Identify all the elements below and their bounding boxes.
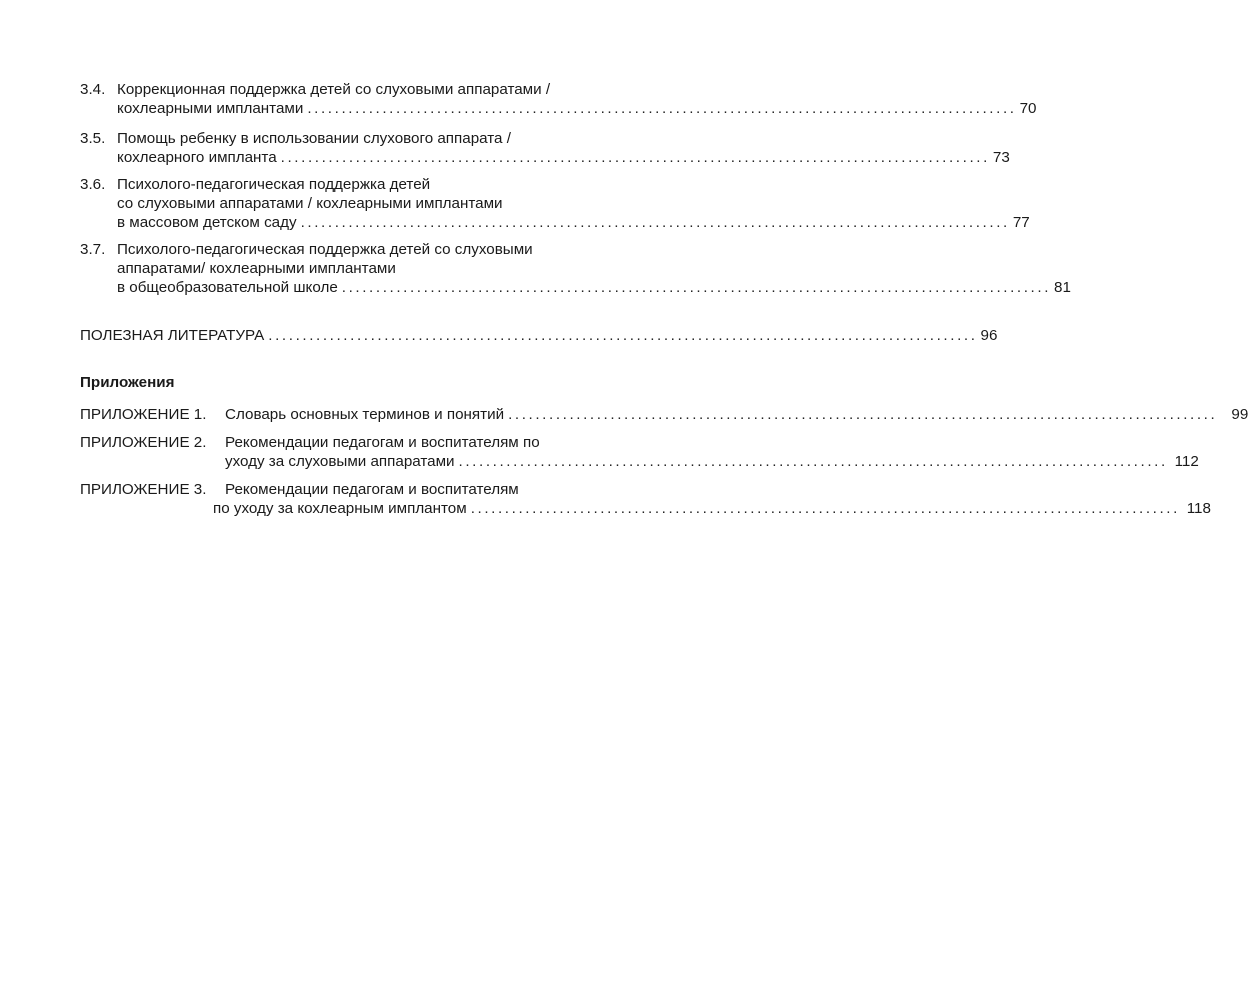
- toc-entry-number: 3.6.: [80, 176, 106, 193]
- toc-entry-title-line: в общеобразовательной школе: [117, 279, 338, 296]
- dot-leader: ........................................................................................................: [268, 327, 978, 344]
- toc-entry-3-6: [80, 175, 1030, 232]
- toc-entry-number: 3.4.: [80, 81, 106, 98]
- dot-leader: ........................................................................................................: [300, 214, 1010, 231]
- toc-entry-page: 96: [980, 327, 998, 344]
- toc-entry-3-5: [80, 129, 1010, 167]
- appendix-label: ПРИЛОЖЕНИЕ 1.: [80, 406, 207, 423]
- toc-entry-3-7: [80, 240, 1071, 297]
- toc-entry-page: 73: [992, 149, 1010, 166]
- toc-entry-appendix-3: [80, 480, 1211, 518]
- toc-entry-title-line: со слуховыми аппаратами / кохлеарными имплантами: [117, 195, 503, 212]
- appendix-label: ПРИЛОЖЕНИЕ 3.: [80, 481, 207, 498]
- toc-entry-page: 118: [1186, 500, 1211, 517]
- dot-leader: ........................................................................................................: [508, 406, 1218, 423]
- toc-entry-title-line: Рекомендации педагогам и воспитателям по: [225, 434, 540, 451]
- toc-entry-3-4: [80, 80, 1037, 118]
- toc-entry-title-line: Словарь основных терминов и понятий: [225, 406, 505, 423]
- dot-leader: ........................................................................................................: [341, 279, 1052, 296]
- toc-entry-title-line: кохлеарными имплантами: [117, 100, 304, 117]
- dot-leader: ........................................................................................................: [458, 453, 1168, 470]
- toc-entry-title-line: по уходу за кохлеарным имплантом: [213, 500, 467, 517]
- appendix-heading: Приложения: [80, 374, 175, 391]
- toc-entry-appendix-1: [80, 405, 1248, 424]
- toc-entry-appendix-2: [80, 433, 1199, 471]
- toc-entry-page: 77: [1012, 214, 1030, 231]
- toc-entry-page: 81: [1054, 279, 1071, 296]
- toc-entry-title-line: ПОЛЕЗНАЯ ЛИТЕРАТУРА: [80, 327, 265, 344]
- toc-entry-page: 112: [1174, 453, 1199, 470]
- dot-leader: ........................................................................................................: [470, 500, 1180, 517]
- toc-entry-page: 70: [1019, 100, 1037, 117]
- dot-leader: ........................................................................................................: [280, 149, 990, 166]
- appendix-label: ПРИЛОЖЕНИЕ 2.: [80, 434, 207, 451]
- toc-entry-title-line: Психолого-педагогическая поддержка детей: [117, 176, 431, 193]
- toc-entry-title-line: аппаратами/ кохлеарными имплантами: [117, 260, 396, 277]
- toc-entry-title-line: кохлеарного импланта: [117, 149, 277, 166]
- toc-entry-literature: [80, 326, 998, 345]
- toc-entry-page: 99: [1231, 406, 1248, 423]
- toc-entry-title-line: Психолого-педагогическая поддержка детей со слуховыми: [117, 241, 533, 258]
- toc-entry-title-line: Рекомендации педагогам и воспитателям: [225, 481, 519, 498]
- toc-entry-title-line: уходу за слуховыми аппаратами: [225, 453, 455, 470]
- toc-entry-title-line: в массовом детском саду: [117, 214, 297, 231]
- toc-entry-number: 3.5.: [80, 130, 106, 147]
- dot-leader: ........................................................................................................: [307, 100, 1017, 117]
- toc-entry-title-line: Коррекционная поддержка детей со слуховыми аппаратами /: [117, 81, 551, 98]
- toc-entry-title-line: Помощь ребенку в использовании слухового аппарата /: [117, 130, 511, 147]
- toc-entry-number: 3.7.: [80, 241, 106, 258]
